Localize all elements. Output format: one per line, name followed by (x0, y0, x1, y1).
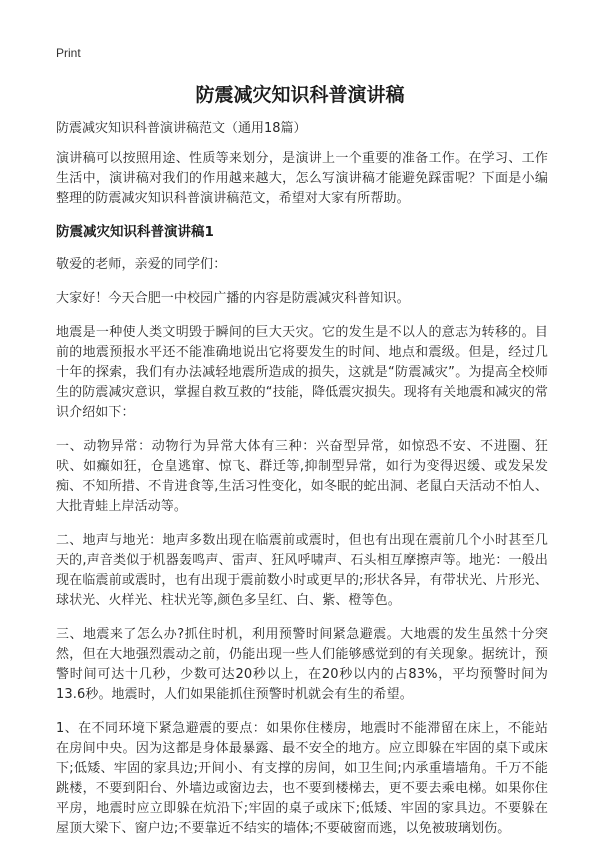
body-paragraph: 1、在不同环境下紧急避震的要点：如果你住楼房，地震时不能滞留在床上，不能站在房间中央。因为这都是身体最暴露、最不安全的地方。应立即躲在牢固的桌下或床下;低矮、牢固的家具边;开间小、有支撑的房间，如卫生间;内承重墙墙角。千万不能跳楼，不要到阳台、外墙边或窗边去，也不要到楼梯去，更不要去乘电梯。如果你住平房，地震时应立即躲在炕沿下;牢固的桌子或床下;低矮、牢固的家具边。不要躲在屋顶大梁下、窗户边;不要靠近不结实的墙体;不要破窗而逃，以免被玻璃划伤。 (56, 721, 548, 836)
body-paragraph: 一、动物异常：动物行为异常大体有三种：兴奋型异常，如惊恐不安、不进圈、狂吠、如癫如狂，仓皇逃窜、惊飞、群迁等,抑制型异常，如行为变得迟缓、或发呆发痴、不知所措、不肯进食等,生活习性变化，如冬眠的蛇出洞、老鼠白天活动不怕人、大批青蛙上岸活动等。 (56, 439, 548, 514)
intro-paragraph: 演讲稿可以按照用途、性质等来划分，是演讲上一个重要的准备工作。在学习、工作生活中，演讲稿对我们的作用越来越大，怎么写演讲稿才能避免踩雷呢？下面是小编整理的防震减灾知识科普演讲稿范文，希望对大家有所帮助。 (56, 151, 548, 206)
section-heading: 防震减灾知识科普演讲稿1 (56, 224, 214, 240)
body-paragraph: 三、地震来了怎么办?抓住时机，利用预警时间紧急避震。大地震的发生虽然十分突然，但在大地强烈震动之前，仍能出现一些人们能够感觉到的有关现象。据统计，预警时间可达十几秒，少数可达20秒以上，在20秒以内的占83%，平均预警时间为13.6秒。地震时，人们如果能抓住预警时机就会有生的希望。 (56, 627, 548, 702)
document-subtitle: 防震减灾知识科普演讲稿范文（通用18篇） (56, 121, 307, 136)
body-paragraph: 二、地声与地光：地声多数出现在临震前或震时，但也有出现在震前几个小时甚至几天的,声音类似于机器轰鸣声、雷声、狂风呼啸声、石头相互摩擦声等。地光：一般出现在临震前或震时，也有出现于震前数小时或更早的;形状各异，有带状光、片形光、球状光、火样光、柱状光等,颜色多呈红、白、紫、橙等色。 (56, 533, 548, 608)
page-title: 防震减灾知识科普演讲稿 (195, 84, 405, 106)
greeting-paragraph: 敬爱的老师，亲爱的同学们： (56, 257, 227, 272)
print-label[interactable]: Print (56, 46, 81, 60)
body-paragraph: 地震是一种使人类文明毁于瞬间的巨大天灾。它的发生是不以人的意志为转移的。目前的地震预报水平还不能准确地说出它将要发生的时间、地点和震级。但是，经过几十年的探索，我们有办法减轻地震所造成的损失，这就是“防震减灾”。为提高全校师生的防震减灾意识，掌握自救互救的“技能，降低震灾损失。现将有关地震和减灾的常识介绍如下： (56, 325, 548, 420)
document-body (56, 120, 548, 853)
hello-paragraph: 大家好！今天合肥一中校园广播的内容是防震减灾科普知识。 (56, 291, 410, 306)
